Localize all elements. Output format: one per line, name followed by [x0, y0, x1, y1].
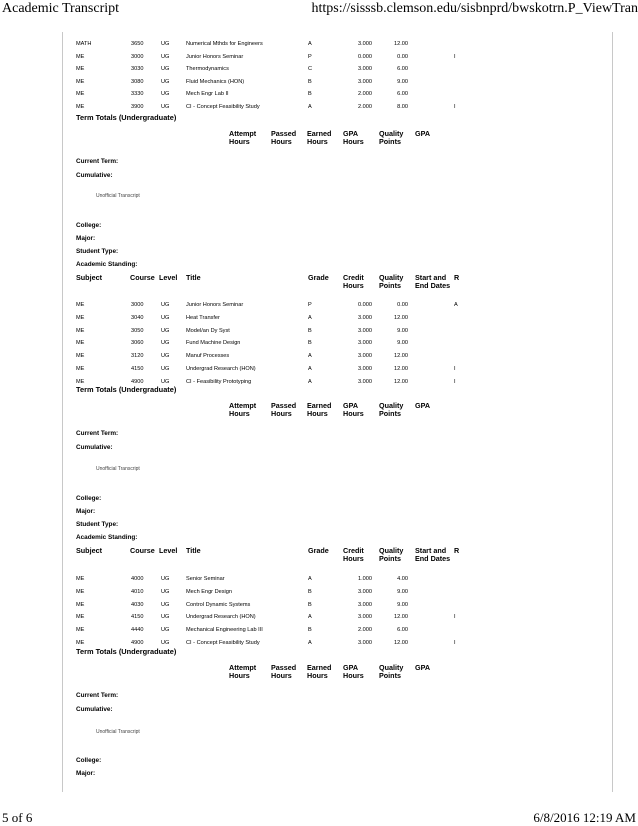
current-term-row	[0, 428, 638, 440]
course-quality-points: 6.00	[397, 66, 408, 72]
term-name-row	[0, 481, 638, 493]
grade-column-header: Grade	[308, 273, 329, 282]
title-column-header: Title	[186, 273, 201, 282]
attempt-hours-header: Attempt Hours	[229, 663, 257, 680]
course-subject: ME	[76, 66, 85, 72]
current-term-row	[0, 156, 638, 168]
course-level: UG	[161, 91, 170, 97]
course-quality-points: 12.00	[394, 614, 408, 621]
gpa-hours-header: GPA Hours	[343, 401, 364, 418]
subject-column-header: Subject	[76, 546, 102, 555]
term-totals-label: Term Totals (Undergraduate)	[76, 647, 177, 656]
course-number: 3330	[131, 91, 144, 97]
page-url: https://sisssb.clemson.edu/sisbnprd/bwskotrn.P_ViewTran	[311, 1, 638, 16]
unofficial-transcript-label: Unofficial Transcript	[96, 193, 140, 199]
course-grade: P	[308, 302, 312, 308]
course-title: Senior Seminar	[186, 576, 225, 582]
course-column-header: Course	[130, 273, 155, 282]
course-quality-points: 9.00	[397, 588, 408, 595]
course-quality-points: 12.00	[394, 378, 408, 385]
course-number: 3060	[131, 340, 144, 347]
cumulative-row	[0, 704, 638, 716]
course-title: Numerical Mthds for Engineers	[186, 41, 263, 47]
college-row	[0, 493, 638, 505]
course-title: Junior Honors Seminar	[186, 302, 244, 308]
college-label: College:	[76, 222, 102, 229]
course-subject: ME	[76, 340, 85, 347]
course-grade: A	[308, 640, 312, 646]
student-type-row	[0, 519, 638, 531]
course-grade: A	[308, 378, 312, 385]
gpa-header: GPA	[415, 663, 431, 672]
passed-hours-header: Passed Hours	[271, 663, 297, 680]
student-type-row	[0, 246, 638, 258]
course-subject: ME	[76, 302, 85, 308]
course-level: UG	[161, 66, 170, 72]
college-row	[0, 755, 638, 767]
unofficial-transcript-row	[0, 726, 638, 738]
student-type-label: Student Type:	[76, 248, 119, 255]
course-number: 3080	[131, 78, 144, 85]
college-row	[0, 220, 638, 232]
course-number: 4150	[131, 614, 144, 621]
course-level: UG	[161, 378, 170, 385]
course-credit-hours: 0.000	[358, 302, 372, 308]
course-subject: ME	[76, 53, 85, 60]
quality-points-column-header: Quality Points	[379, 546, 404, 563]
course-grade: B	[308, 588, 312, 595]
earned-hours-header: Earned Hours	[307, 663, 332, 680]
earned-hours-header: Earned Hours	[307, 401, 332, 418]
course-title: CI - Feasibility Prototyping	[186, 378, 252, 385]
repeat-column-header: R	[454, 273, 460, 282]
course-subject: ME	[76, 91, 85, 97]
course-quality-points: 8.00	[397, 103, 408, 110]
course-row	[0, 63, 638, 75]
course-grade: B	[308, 327, 312, 334]
course-title: Mech Engr Lab II	[186, 91, 229, 97]
repeat-column-header: R	[454, 546, 460, 555]
attempt-hours-header: Attempt Hours	[229, 129, 257, 146]
cumulative-label: Cumulative:	[76, 444, 113, 451]
course-credit-hours: 3.000	[358, 378, 372, 385]
course-credit-hours: 3.000	[358, 340, 372, 347]
course-number: 3900	[131, 103, 144, 110]
passed-hours-header: Passed Hours	[271, 129, 297, 146]
print-timestamp: 6/8/2016 12:19 AM	[533, 810, 636, 825]
course-title: Undergrad Research (HON)	[186, 614, 256, 621]
course-subject: ME	[76, 378, 85, 385]
course-level: UG	[161, 78, 170, 85]
course-number: 3120	[131, 353, 144, 360]
course-number: 4000	[131, 576, 144, 582]
course-row	[0, 573, 638, 585]
course-level: UG	[161, 314, 170, 321]
course-level: UG	[161, 327, 170, 334]
course-number: 4030	[131, 601, 144, 608]
course-number: 4900	[131, 378, 144, 385]
course-grade: A	[308, 353, 312, 360]
course-subject: ME	[76, 588, 85, 595]
academic-standing-label: Academic Standing:	[76, 534, 138, 541]
course-quality-points: 9.00	[397, 78, 408, 85]
course-grade: A	[308, 614, 312, 621]
cumulative-row	[0, 442, 638, 454]
course-quality-points: 9.00	[397, 340, 408, 347]
term-totals-heading	[0, 112, 638, 124]
gpa-header: GPA	[415, 401, 431, 410]
term-totals-heading	[0, 384, 638, 396]
course-title: Thermodynamics	[186, 66, 229, 72]
course-grade: A	[308, 103, 312, 110]
course-level: UG	[161, 340, 170, 347]
academic-standing-row	[0, 259, 638, 271]
credit-hours-column-header: Credit Hours	[343, 273, 364, 290]
major-row	[0, 233, 638, 245]
course-subject: ME	[76, 601, 85, 608]
level-column-header: Level	[159, 273, 178, 282]
course-title: Mechanical Engineering Lab III	[186, 627, 263, 634]
gpa-hours-header: GPA Hours	[343, 129, 364, 146]
course-repeat-flag: I	[454, 640, 456, 646]
course-level: UG	[161, 588, 170, 595]
current-term-row	[0, 690, 638, 702]
course-row	[0, 611, 638, 623]
current-term-label: Current Term:	[76, 430, 119, 437]
course-number: 4150	[131, 366, 144, 372]
course-grade: B	[308, 91, 312, 97]
course-repeat-flag: A	[454, 302, 458, 308]
course-title: Control Dynamic Systems	[186, 601, 251, 608]
course-level: UG	[161, 576, 170, 582]
course-credit-hours: 3.000	[358, 327, 372, 334]
grade-column-header: Grade	[308, 546, 329, 555]
course-row	[0, 88, 638, 100]
course-credit-hours: 3.000	[358, 314, 372, 321]
course-credit-hours: 0.000	[358, 53, 372, 60]
major-label: Major:	[76, 508, 96, 515]
course-grade: B	[308, 340, 312, 347]
cumulative-label: Cumulative:	[76, 706, 113, 713]
major-label: Major:	[76, 235, 96, 242]
browser-print-footer	[0, 810, 638, 826]
course-row	[0, 325, 638, 337]
course-subject: ME	[76, 314, 85, 321]
course-title: Fluid Mechanics (HON)	[186, 78, 245, 85]
major-row	[0, 506, 638, 518]
course-quality-points: 9.00	[397, 601, 408, 608]
course-repeat-flag: I	[454, 614, 456, 621]
academic-standing-label: Academic Standing:	[76, 261, 138, 268]
course-grade: A	[308, 41, 312, 47]
course-number: 3040	[131, 314, 144, 321]
course-repeat-flag: I	[454, 103, 456, 110]
course-level: UG	[161, 601, 170, 608]
course-row	[0, 299, 638, 311]
course-quality-points: 12.00	[394, 41, 408, 47]
course-subject: ME	[76, 614, 85, 621]
course-title: Manuf Processes	[186, 353, 230, 360]
term-totals-label: Term Totals (Undergraduate)	[76, 385, 177, 394]
course-subject: ME	[76, 327, 85, 334]
course-credit-hours: 3.000	[358, 614, 372, 621]
gpa-header: GPA	[415, 129, 431, 138]
level-column-header: Level	[159, 546, 178, 555]
course-level: UG	[161, 627, 170, 634]
course-level: UG	[161, 353, 170, 360]
page-count: 5 of 6	[2, 810, 33, 825]
quality-points-header: Quality Points	[379, 129, 404, 146]
course-number: 3650	[131, 41, 144, 47]
course-number: 4440	[131, 627, 144, 634]
course-credit-hours: 3.000	[358, 366, 372, 372]
passed-hours-header: Passed Hours	[271, 401, 297, 418]
course-credit-hours: 2.000	[358, 627, 372, 634]
course-repeat-flag: I	[454, 53, 456, 60]
course-quality-points: 0.00	[397, 53, 408, 60]
course-credit-hours: 3.000	[358, 601, 372, 608]
course-quality-points: 9.00	[397, 327, 408, 334]
major-row	[0, 768, 638, 780]
course-grade: B	[308, 601, 312, 608]
course-row	[0, 599, 638, 611]
course-level: UG	[161, 103, 170, 110]
academic-standing-row	[0, 532, 638, 544]
course-subject: ME	[76, 640, 85, 646]
attempt-hours-header: Attempt Hours	[229, 401, 257, 418]
course-row	[0, 76, 638, 88]
course-grade: A	[308, 314, 312, 321]
course-number: 3050	[131, 327, 144, 334]
current-term-label: Current Term:	[76, 692, 119, 699]
course-quality-points: 12.00	[394, 314, 408, 321]
course-quality-points: 0.00	[397, 302, 408, 308]
course-repeat-flag: I	[454, 366, 456, 372]
course-credit-hours: 3.000	[358, 640, 372, 646]
course-subject: ME	[76, 627, 85, 634]
course-subject: MATH	[76, 41, 92, 47]
course-quality-points: 12.00	[394, 640, 408, 646]
quality-points-header: Quality Points	[379, 401, 404, 418]
course-row	[0, 51, 638, 63]
course-title: Heat Transfer	[186, 314, 220, 321]
course-quality-points: 12.00	[394, 353, 408, 360]
course-level: UG	[161, 53, 170, 60]
course-credit-hours: 3.000	[358, 78, 372, 85]
term-name-row	[0, 207, 638, 219]
start-end-dates-column-header: Start and End Dates	[415, 273, 451, 290]
course-level: UG	[161, 614, 170, 621]
course-grade: A	[308, 576, 312, 582]
term-totals-heading	[0, 646, 638, 658]
course-number: 4900	[131, 640, 144, 646]
page-title: Academic Transcript	[2, 1, 120, 16]
course-credit-hours: 2.000	[358, 103, 372, 110]
course-grade: B	[308, 627, 312, 634]
course-title: Mech Engr Design	[186, 588, 233, 595]
unofficial-transcript-row	[0, 463, 638, 475]
course-quality-points: 6.00	[397, 627, 408, 634]
course-title: CI - Concept Feasibility Study	[186, 640, 260, 646]
course-grade: P	[308, 53, 312, 60]
course-quality-points: 4.00	[397, 576, 408, 582]
course-credit-hours: 2.000	[358, 91, 372, 97]
course-credit-hours: 3.000	[358, 66, 372, 72]
course-grade: B	[308, 78, 312, 85]
start-end-dates-column-header: Start and End Dates	[415, 546, 451, 563]
course-number: 4010	[131, 588, 144, 595]
cumulative-row	[0, 170, 638, 182]
quality-points-column-header: Quality Points	[379, 273, 404, 290]
course-title: Model/an Dy Syst	[186, 327, 230, 334]
course-subject: ME	[76, 576, 85, 582]
course-subject: ME	[76, 103, 85, 110]
college-label: College:	[76, 757, 102, 764]
earned-hours-header: Earned Hours	[307, 129, 332, 146]
course-credit-hours: 3.000	[358, 353, 372, 360]
course-row	[0, 350, 638, 362]
course-row	[0, 38, 638, 50]
course-credit-hours: 3.000	[358, 588, 372, 595]
course-level: UG	[161, 302, 170, 308]
course-subject: ME	[76, 366, 85, 372]
course-column-header: Course	[130, 546, 155, 555]
course-credit-hours: 1.000	[358, 576, 372, 582]
course-grade: A	[308, 366, 312, 372]
course-quality-points: 6.00	[397, 91, 408, 97]
term-name-row	[0, 743, 638, 755]
course-title: Junior Honors Seminar	[186, 53, 244, 60]
unofficial-transcript-row	[0, 190, 638, 202]
current-term-label: Current Term:	[76, 158, 119, 165]
course-title: CI - Concept Feasibility Study	[186, 103, 260, 110]
course-credit-hours: 3.000	[358, 41, 372, 47]
student-type-label: Student Type:	[76, 521, 119, 528]
subject-column-header: Subject	[76, 273, 102, 282]
course-row	[0, 363, 638, 375]
course-subject: ME	[76, 353, 85, 360]
credit-hours-column-header: Credit Hours	[343, 546, 364, 563]
course-number: 3030	[131, 66, 144, 72]
cumulative-label: Cumulative:	[76, 172, 113, 179]
unofficial-transcript-label: Unofficial Transcript	[96, 729, 140, 735]
term-totals-label: Term Totals (Undergraduate)	[76, 113, 177, 122]
course-level: UG	[161, 41, 170, 47]
gpa-hours-header: GPA Hours	[343, 663, 364, 680]
course-row	[0, 337, 638, 349]
course-row	[0, 312, 638, 324]
course-subject: ME	[76, 78, 85, 85]
course-row	[0, 586, 638, 598]
course-row	[0, 624, 638, 636]
course-number: 3000	[131, 53, 144, 60]
course-quality-points: 12.00	[394, 366, 408, 372]
course-title: Undergrad Research (HON)	[186, 366, 256, 372]
course-row	[0, 101, 638, 113]
course-title: Fund Machine Design	[186, 340, 241, 347]
title-column-header: Title	[186, 546, 201, 555]
unofficial-transcript-label: Unofficial Transcript	[96, 466, 140, 472]
course-level: UG	[161, 366, 170, 372]
course-level: UG	[161, 640, 170, 646]
college-label: College:	[76, 495, 102, 502]
major-label: Major:	[76, 770, 96, 777]
course-repeat-flag: I	[454, 378, 456, 385]
course-number: 3000	[131, 302, 144, 308]
course-grade: C	[308, 66, 313, 72]
quality-points-header: Quality Points	[379, 663, 404, 680]
